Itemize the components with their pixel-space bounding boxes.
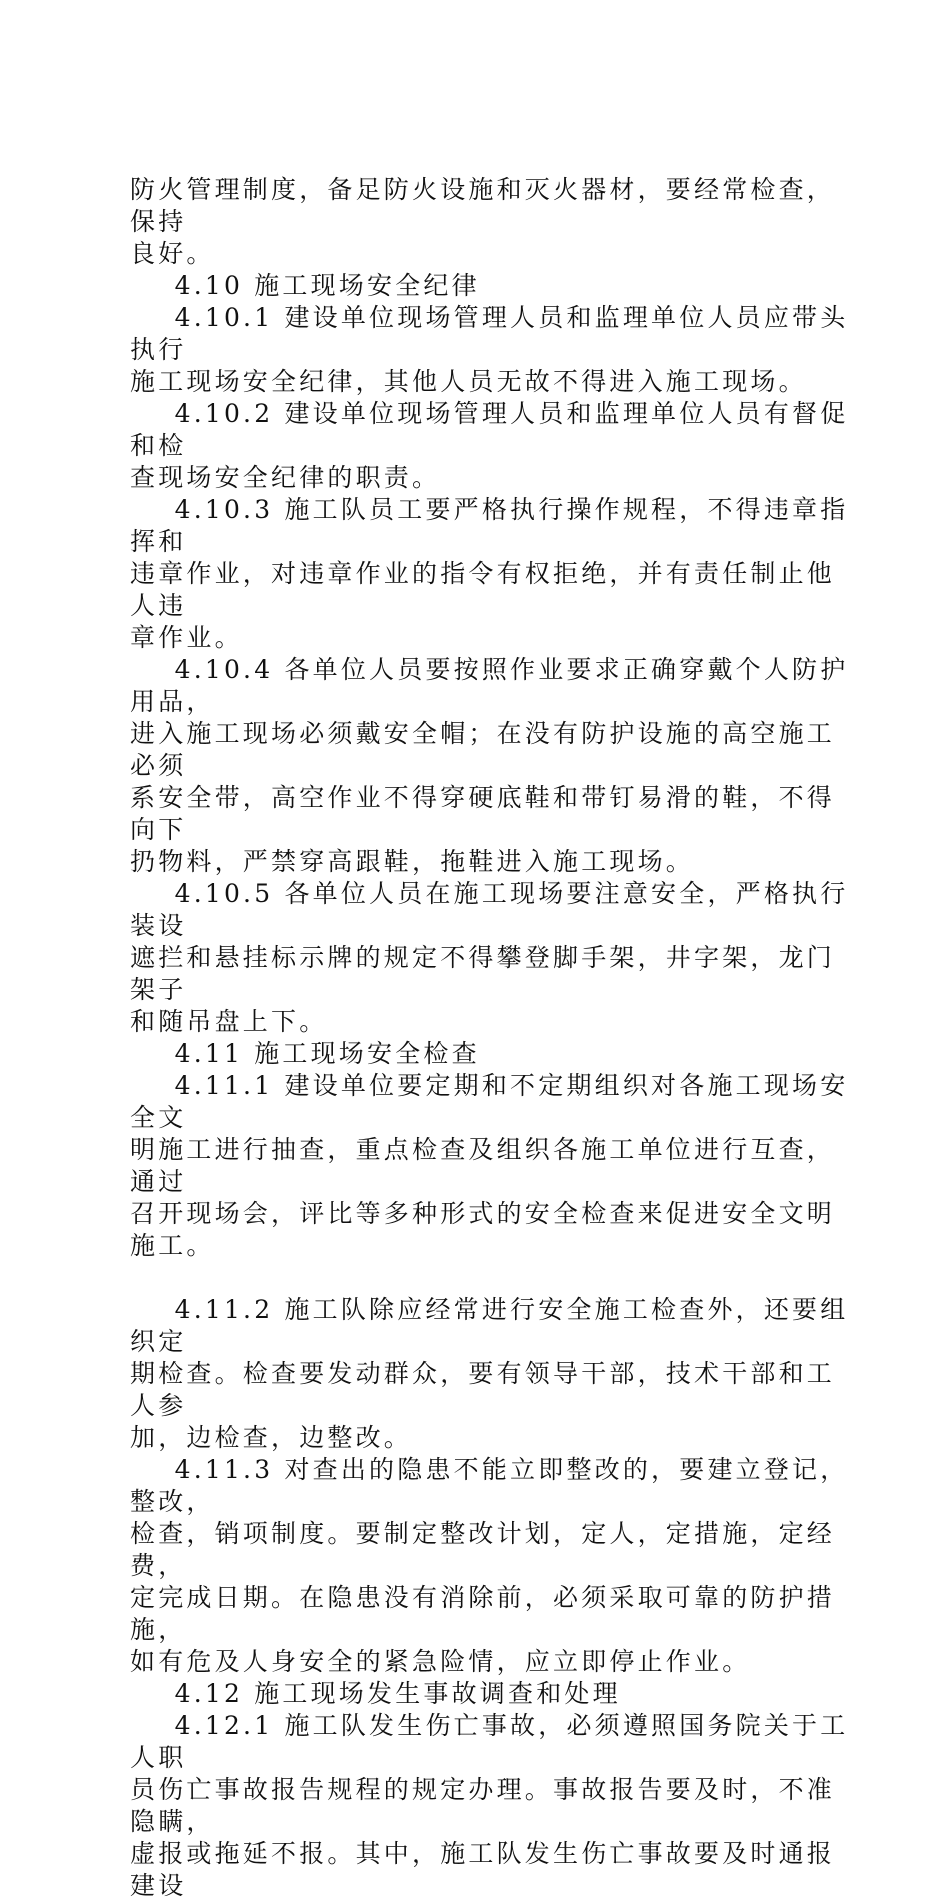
paragraph-4-11-1: 4.11.1 建设单位要定期和不定期组织对各施工现场安全文 明施工进行抽查，重点检查及组织各施工单位进行互查，通过 召开现场会，评比等多种形式的安全检查来促进安全文明施工。: [130, 1071, 849, 1260]
document-body: [130, 174, 860, 1902]
paragraph-4-10-5: 4.10.5 各单位人员在施工现场要注意安全，严格执行装设 遮拦和悬挂标示牌的规定不得攀登脚手架，井字架，龙门架子 和随吊盘上下。: [130, 879, 849, 1036]
heading-4-12: 4.12 施工现场发生事故调查和处理: [130, 1679, 621, 1708]
heading-4-10: 4.10 施工现场安全纪律: [130, 271, 480, 300]
paragraph-4-12-1: 4.12.1 施工队发生伤亡事故，必须遵照国务院关于工人职 员伤亡事故报告规程的规定办理。事故报告要及时，不准隐瞒， 虚报或拖延不报。其中，施工队发生伤亡事故要及时通报建设: [130, 1711, 849, 1900]
blank-line: [130, 1262, 860, 1294]
paragraph-4-10-1: 4.10.1 建设单位现场管理人员和监理单位人员应带头执行 施工现场安全纪律，其他人员无故不得进入施工现场。: [130, 303, 849, 396]
paragraph-4-10-3: 4.10.3 施工队员工要严格执行操作规程，不得违章指挥和 违章作业，对违章作业的指令有权拒绝，并有责任制止他人违 章作业。: [130, 495, 849, 652]
paragraph-4-10-4: 4.10.4 各单位人员要按照作业要求正确穿戴个人防护用品， 进入施工现场必须戴安全帽；在没有防护设施的高空施工必须 系安全带，高空作业不得穿硬底鞋和带钉易滑的鞋，不得向下 扔物料，严禁穿高跟鞋，拖鞋进入施工现场。: [130, 655, 849, 876]
heading-4-11: 4.11 施工现场安全检查: [130, 1039, 480, 1068]
paragraph-4-11-3: 4.11.3 对查出的隐患不能立即整改的，要建立登记，整改， 检查，销项制度。要制定整改计划，定人，定措施，定经费， 定完成日期。在隐患没有消除前，必须采取可靠的防护措施， 如有危及人身安全的紧急险情，应立即停止作业。: [130, 1455, 849, 1676]
paragraph-4-10-2: 4.10.2 建设单位现场管理人员和监理单位人员有督促和检 查现场安全纪律的职责。: [130, 399, 849, 492]
paragraph-fire-management: 防火管理制度，备足防火设施和灭火器材，要经常检查，保持 良好。: [130, 175, 836, 268]
paragraph-4-11-2: 4.11.2 施工队除应经常进行安全施工检查外，还要组织定 期检查。检查要发动群众，要有领导干部，技术干部和工人参 加，边检查，边整改。: [130, 1295, 849, 1452]
